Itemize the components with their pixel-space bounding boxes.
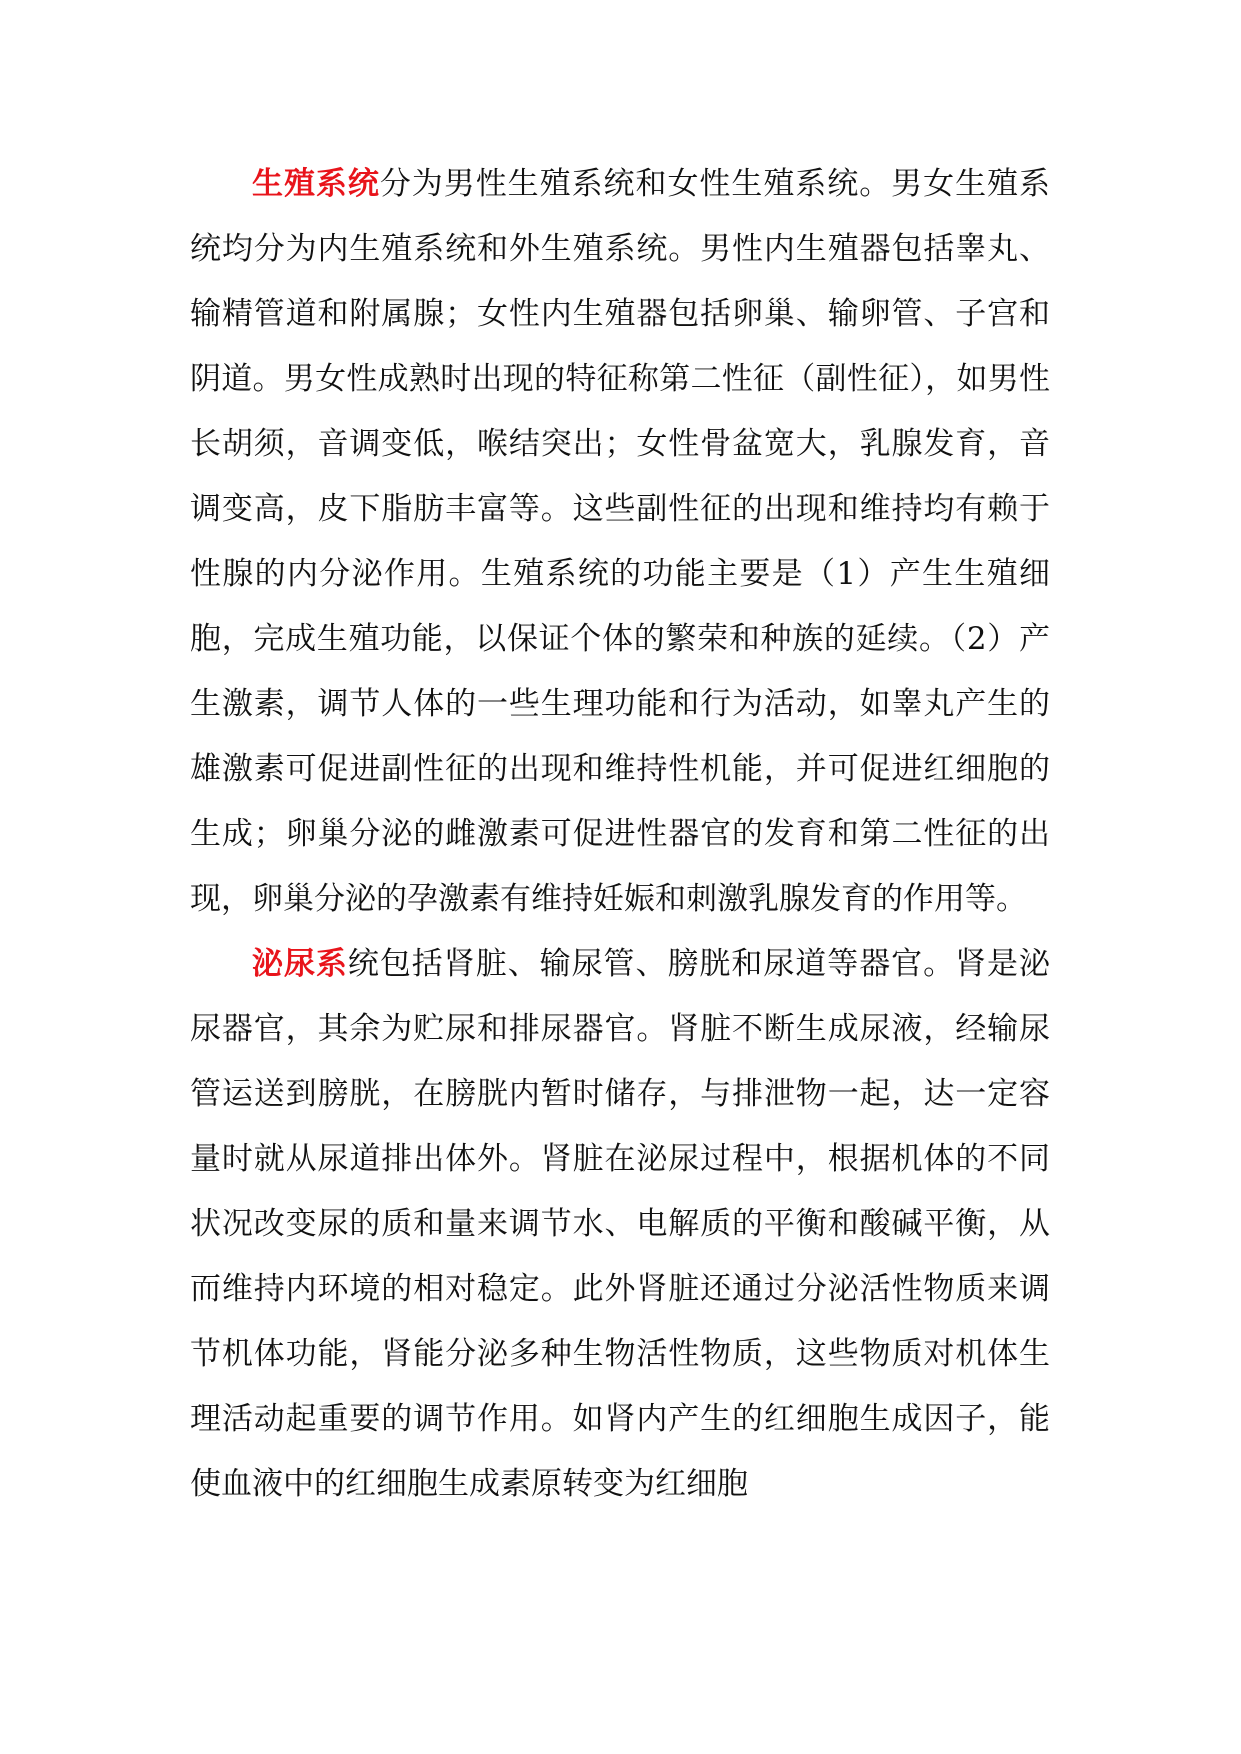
paragraph-urinary-system	[190, 932, 1050, 1517]
paragraph-text: 统包括肾脏、输尿管、膀胱和尿道等器官。肾是泌尿器官，其余为贮尿和排尿器官。肾脏不断生成尿液，经输尿管运送到膀胱，在膀胱内暂时储存，与排泄物一起，达一定容量时就从尿道排出体外。肾脏在泌尿过程中，根据机体的不同状况改变尿的质和量来调节水、电解质的平衡和酸碱平衡，从而维持内环境的相对稳定。此外肾脏还通过分泌活性物质来调节机体功能，肾能分泌多种生物活性物质，这些物质对机体生理活动起重要的调节作用。如肾内产生的红细胞生成因子，能使血液中的红细胞生成素原转变为红细胞	[190, 946, 1050, 1502]
term-urinary-system: 泌尿系	[252, 946, 348, 982]
paragraph-text: 分为男性生殖系统和女性生殖系统。男女生殖系统均分为内生殖系统和外生殖系统。男性内生殖器包括睾丸、输精管道和附属腺；女性内生殖器包括卵巢、输卵管、子宫和阴道。男女性成熟时出现的特征称第二性征（副性征），如男性长胡须，音调变低，喉结突出；女性骨盆宽大，乳腺发育，音调变高，皮下脂肪丰富等。这些副性征的出现和维持均有赖于性腺的内分泌作用。生殖系统的功能主要是（1）产生生殖细胞，完成生殖功能，以保证个体的繁荣和种族的延续。（2）产生激素，调节人体的一些生理功能和行为活动，如睾丸产生的雄激素可促进副性征的出现和维持性机能，并可促进红细胞的生成；卵巢分泌的雌激素可促进性器官的发育和第二性征的出现，卵巢分泌的孕激素有维持妊娠和刺激乳腺发育的作用等。	[190, 166, 1051, 917]
paragraph-reproductive-system	[190, 152, 1050, 932]
body-text	[190, 152, 1050, 1517]
term-reproductive-system: 生殖系统	[252, 166, 380, 202]
